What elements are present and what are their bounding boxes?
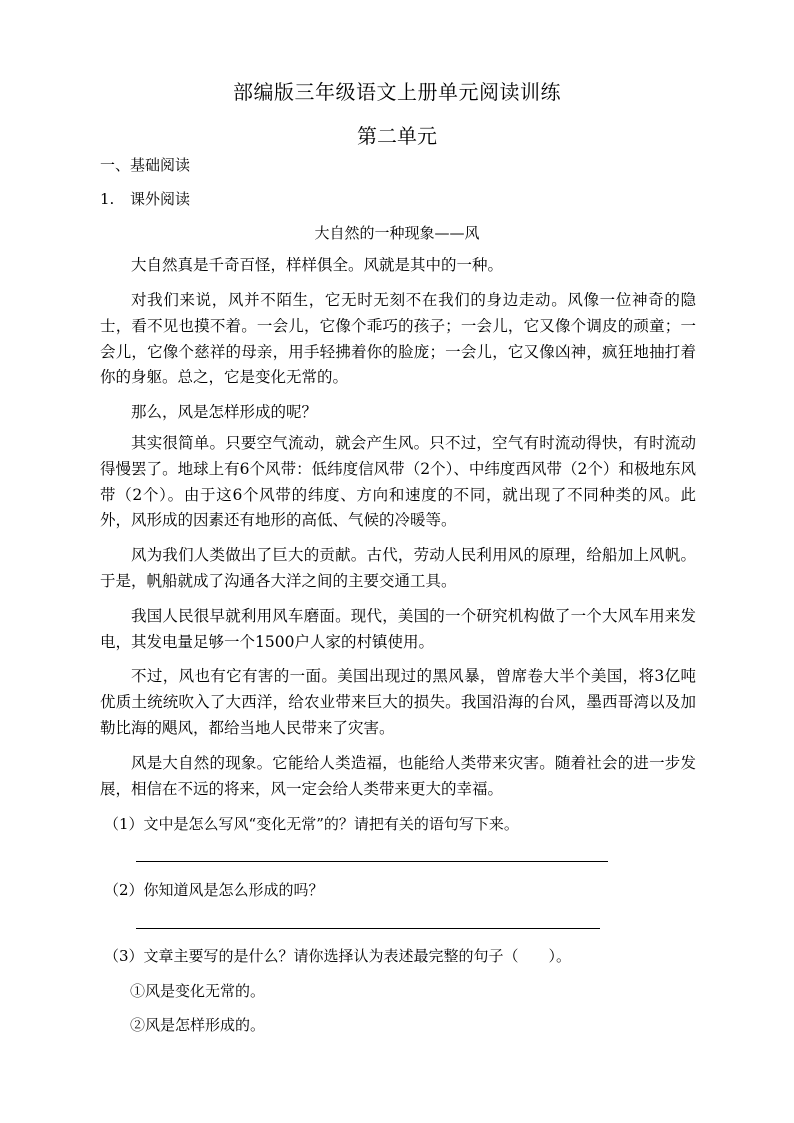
answer-line-1[interactable] bbox=[136, 861, 608, 862]
paragraph-1: 大自然真是千奇百怪，样样俱全。风就是其中的一种。 bbox=[131, 256, 504, 274]
paragraph-3: 那么，风是怎样形成的呢？ bbox=[131, 403, 318, 421]
page-title: 部编版三年级语文上册单元阅读训练 bbox=[233, 80, 561, 104]
item-label: 课外阅读 bbox=[130, 190, 191, 208]
paragraph-6: 我国人民很早就利用风车磨面。现代，美国的一个研究机构做了一个大风车用来发电，其发电量足够一个1500户人家的村镇使用。 bbox=[100, 607, 696, 651]
answer-line-2[interactable] bbox=[136, 928, 600, 929]
paragraph-7: 不过，风也有它有害的一面。美国出现过的黑风暴，曾席卷大半个美国，将3亿吨优质土统统吹入了大西洋，给农业带来巨大的损失。我国沿海的台风，墨西哥湾以及加勒比海的飓风，都给当地人民带来了灾害。 bbox=[100, 667, 696, 737]
unit-title: 第二单元 bbox=[357, 124, 437, 148]
option-2[interactable]: ②风是怎样形成的。 bbox=[130, 1016, 266, 1034]
paragraph-4: 其实很简单。只要空气流动，就会产生风。只不过，空气有时流动得快，有时流动得慢罢了。地球上有6个风带：低纬度信风带（2个）、中纬度西风带（2个）和极地东风带（2个）。由于这6个风带的纬度、方向和速度的不同，就出现了不同种类的风。此外，风形成的因素还有地形的高低、气候的冷暖等。 bbox=[100, 434, 696, 530]
question-3: （3）文章主要写的是什么？请你选择认为表述最完整的句子（ ）。 bbox=[104, 947, 572, 965]
item-number: 1. bbox=[100, 190, 115, 208]
paragraph-8: 风是大自然的现象。它能给人类造福，也能给人类带来灾害。随着社会的进一步发展，相信在不远的将来，风一定会给人类带来更大的幸福。 bbox=[100, 754, 696, 798]
section-heading: 一、基础阅读 bbox=[100, 156, 191, 174]
paragraph-2: 对我们来说，风并不陌生，它无时无刻不在我们的身边走动。风像一位神奇的隐士，看不见也摸不着。一会儿，它像个乖巧的孩子；一会儿，它又像个调皮的顽童；一会儿，它像个慈祥的母亲，用手轻拂着你的脸庞；一会儿，它又像凶神，疯狂地抽打着你的身躯。总之，它是变化无常的。 bbox=[100, 291, 696, 387]
option-1[interactable]: ①风是变化无常的。 bbox=[130, 982, 266, 1000]
item-heading bbox=[100, 188, 190, 209]
question-1: （1）文中是怎么写风“变化无常”的？请把有关的语句写下来。 bbox=[104, 815, 519, 833]
paragraph-5: 风为我们人类做出了巨大的贡献。古代，劳动人民利用风的原理，给船加上风帆。于是，帆船就成了沟通各大洋之间的主要交通工具。 bbox=[100, 546, 696, 590]
question-2: （2）你知道风是怎么形成的吗？ bbox=[104, 881, 324, 899]
story-title: 大自然的一种现象——风 bbox=[314, 224, 480, 242]
